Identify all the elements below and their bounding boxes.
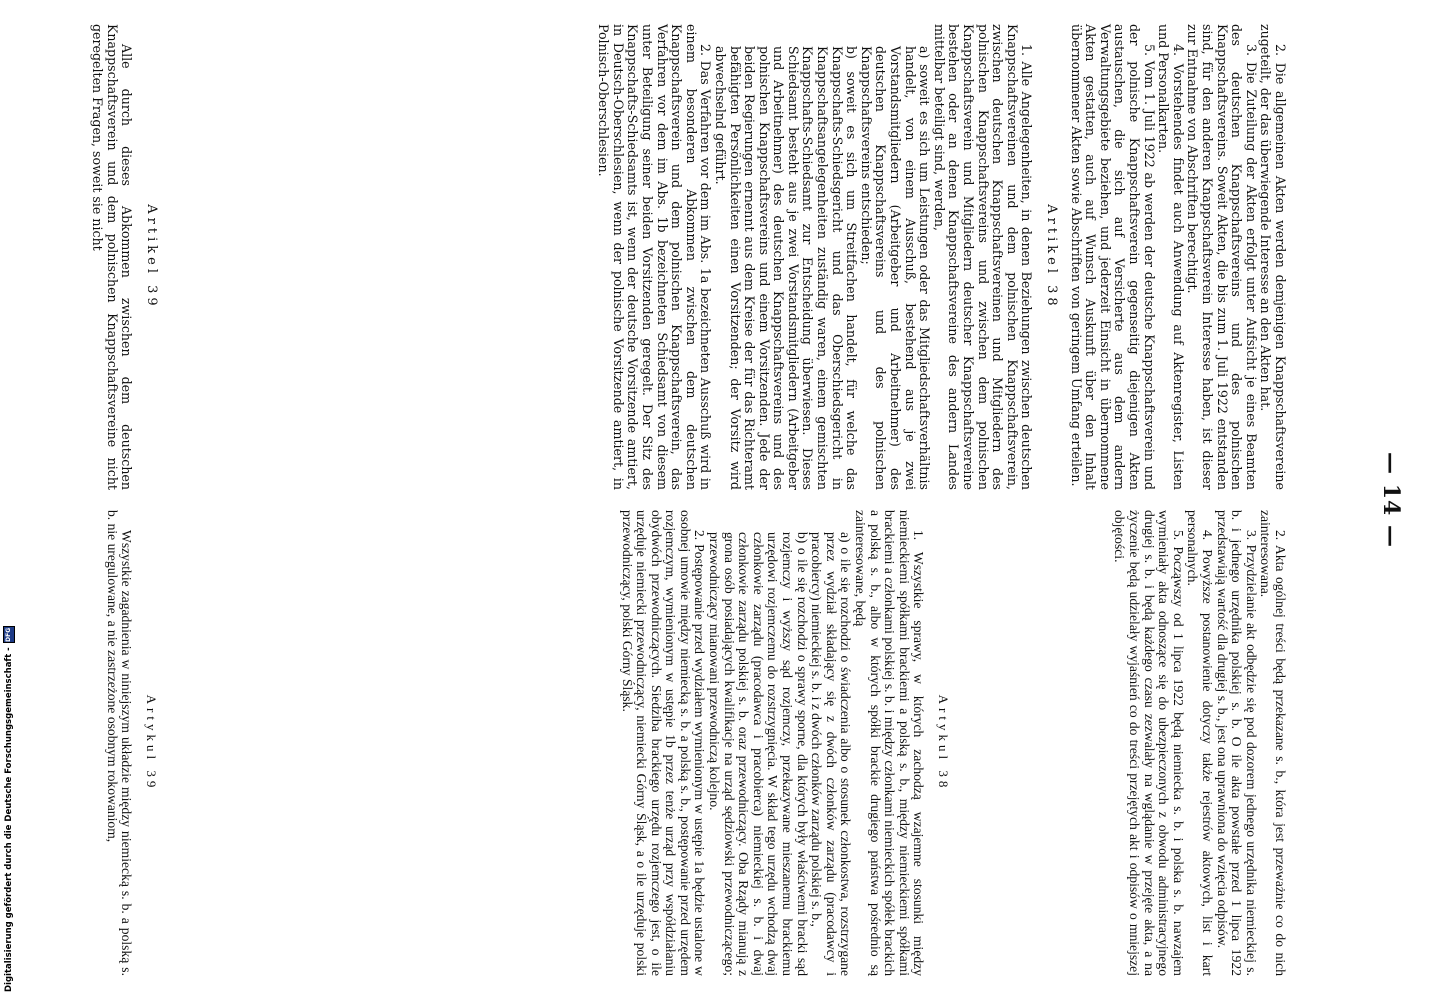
polish-paragraph: 4. Powyższe postanowienie dotyczy także rejestrów aktowych, list i kart personalnych. <box>1185 510 1216 976</box>
polish-item-b: b) o ile się rozchodzi o sprawy sporne, dla których były właściwemi bracki sąd rozjemczy i wyższy sąd rozjemczy, przekazywane mieszanemu brackiemu urzędowi rozjemczemu do rozstrzygnięcia. W skład tego urzędu wchodzą dwaj członkowie zarządu (pracodawca i pracobierca) niemieckiej s. b. i dwaj członkowie zarządu polskiej s. b. oraz przewodniczący. Oba Rządy mianują z grona osób posiadających kwalifikacje na urząd sędziowski przewodniczącego; przewodniczący mianowani przewodniczą kolejno. <box>707 532 810 976</box>
page-number: — 14 — <box>1378 452 1404 548</box>
polish-paragraph: 1. Wszystkie sprawy, w których zachodzą wzajemne stosunki między niemieckiemi spółkami brackiemi a polską s. b., między niemieckiemi spółkami brackiemi a członkami polskiej s. b. i między członkami niemieckich spółek brackich a polską s. b., albo w których spółki brackie drugiego państwa pośrednio są zainteresowane, będą <box>853 510 927 976</box>
german-article-38 <box>596 24 1072 490</box>
digitization-footer <box>3 626 15 992</box>
german-paragraph: Alle durch dieses Abkommen zwischen dem deutschen Knappschaftsverein und dem polnischen Knappschaftsvereine nicht geregelten Fragen, soweit sie nicht <box>90 24 135 490</box>
german-article-39 <box>90 24 172 490</box>
polish-paragraph: 2. Akta ogólnej treści będą przekazane s. b., która jest przeważnie co do nich zainteresowana. <box>1258 510 1288 976</box>
polish-article-39 <box>104 510 172 976</box>
polish-top-block <box>1112 510 1287 976</box>
polish-article-39-title: Artykul 39 <box>144 694 159 792</box>
polish-paragraph: 5. Począwszy od 1 lipca 1922 będą niemiecka s. b. i polska s. b. nawzajem wymieniały akta odnoszące się do ubezpieczonych z obwodu administracyjnego drugiej s. b. i będą każdego czasu zezwalały na wglądanie w przejęte akta, a na życzenie będą udzielały wyjaśnień co do treści przejętych akt i odpisów o mniejszej objętości. <box>1112 510 1186 976</box>
german-paragraph: 4. Vorstehendes findet auch Anwendung auf Aktenregister, Listen und Personalkarten. <box>1156 24 1186 490</box>
polish-item-a: a) o ile się rozchodzi o świadczenia albo o stosunek członkostwa, rozstrzygane przez wydział składający się z dwóch członków zarządu (pracodawcy i pracobiercy) niemieckiej s. b. i z dwóch członków zarządu polskiej s. b., <box>809 532 854 976</box>
polish-paragraph: 2. Postępowanie przed wydziałem wymienionym w ustępie 1a będzie ustalone w osobnej umowie między niemiecką s. b. a polską s. b., postępowanie przed urzędem rozjemczym, wymienionym w ustępie 1b przez tenże urząd przy współdziałaniu obydwóch przewodniczących. Siedziba brackiego urzędu rozjemczego jest, o ile urzęduje niemiecki przewodniczący, niemiecki Górny Śląsk, a o ile urzęduje polski przewodniczący, polski Górny Śląsk. <box>619 510 708 976</box>
german-paragraph: 2. Die allgemeinen Akten werden demjenigen Knappschaftsvereine zugeteilt, der das überwiegende Interesse an den Akten hat. <box>1258 24 1288 490</box>
footer-text: Digitalisierung gefördert durch die Deutsche Forschungsgemeinschaft - <box>4 647 14 992</box>
german-top-block <box>1068 24 1287 490</box>
dfg-logo: DFG <box>3 626 15 643</box>
german-item-a: a) soweit es sich um Leistungen oder das Mitgliedschaftsverhältnis handelt, von einem Ausschuß, bestehend aus je zwei Vorstandsmitgliedern (Arbeitgeber und Arbeitnehmer) des deutschen Knappschaftsvereins und des polnischen Knappschaftsvereins entschieden; <box>858 46 933 490</box>
polish-article-38 <box>619 510 964 976</box>
polish-article-38-title: Artykul 38 <box>936 694 951 792</box>
german-paragraph: 1. Alle Angelegenheiten, in denen Beziehungen zwischen deutschen Knappschaftsvereinen und dem polnischen Knappschaftsverein, zwischen deutschen Knappschaftsvereinen und Mitgliedern des polnischen Knappschaftsvereins und zwischen dem polnischen Knappschaftsverein und Mitgliedern deutscher Knappschaftsvereine bestehen oder an denen Knappschaftsvereine des andern Landes mittelbar beteiligt sind, werden, <box>931 24 1035 490</box>
german-paragraph: 2. Das Verfahren vor dem im Abs. 1a bezeichneten Ausschuß wird in einem besonderen Abkommen zwischen dem deutschen Knappschaftsverein und dem polnischen Knappschaftsverein, das Verfahren vor dem im Abs. 1b bezeichneten Schiedsamt von diesem unter Beteiligung seiner beiden Vorsitzenden geregelt. Der Sitz des Knappschafts-Schiedsamts ist, wenn der deutsche Vorsitzende amtiert, in Deutsch-Oberschlesien, wenn der polnische Vorsitzende amtiert, in Polnisch-Oberschlesien. <box>596 24 714 490</box>
german-article-39-title: Artikel 39 <box>144 204 159 310</box>
polish-paragraph: 3. Przydzielanie akt odbędzie się pod dozorem jednego urzędnika niemieckiej s. b. i jednego urzędnika polskiej s. b. O ile akta powstałe przed 1 lipca 1922 przedstawiają wartość dla drugiej s. b., jest ona uprawniona do wzięcia odpisów. <box>1214 510 1259 976</box>
polish-paragraph: Wszystkie zagadnienia w niniejszym układzie między niemiecką s. b. a polską s. b. nie uregulowane, a nie zastrzeżone osobnym rokowaniom, <box>104 510 135 976</box>
german-paragraph: 3. Die Zuteilung der Akten erfolgt unter Aufsicht je eines Beamten des deutschen Knappschaftsvereins und des polnischen Knappschaftsvereins. Soweit Akten, die bis zum 1. Juli 1922 entstanden sind, für den anderen Knappschaftsverein Interesse haben, ist dieser zur Entnahme von Abschriften berechtigt. <box>1185 24 1259 490</box>
german-article-38-title: Artikel 38 <box>1044 204 1059 310</box>
german-item-b: b) soweit es sich um Streitfachen handelt, für welche das Knappschafts-Schiedsgericht und das Oberschiedsgericht in Knappschaftsangelegenheiten zuständig waren, einem gemischten Knappschafts-Schiedsamt zur Entscheidung überwiesen. Dieses Schiedsamt besteht aus je zwei Vorstandsmitgliedern (Arbeitgeber und Arbeitnehmer) des deutschen Knappschaftsvereins und des polnischen Knappschaftsvereins und einem Vorsitzenden. Jede der beiden Regierungen ernennt aus dem Kreise der für das Richteramt befähigten Persönlichkeiten einen Vorsitzenden; der Vorsitz wird abwechselnd geführt. <box>712 46 860 490</box>
german-paragraph: 5. Vom 1. Juli 1922 ab werden der deutsche Knappschaftsverein und der polnische Knappschaftsverein gegenseitig diejenigen Akten austauschen, die sich auf Versicherte aus dem andern Verwaltungsgebiete beziehen, und jederzeit Einsicht in übernommene Akten gestatten, auch auf Wunsch Auskunft über den Inhalt übernommener Akten sowie Abschriften von geringem Umfang erteilen. <box>1068 24 1157 490</box>
